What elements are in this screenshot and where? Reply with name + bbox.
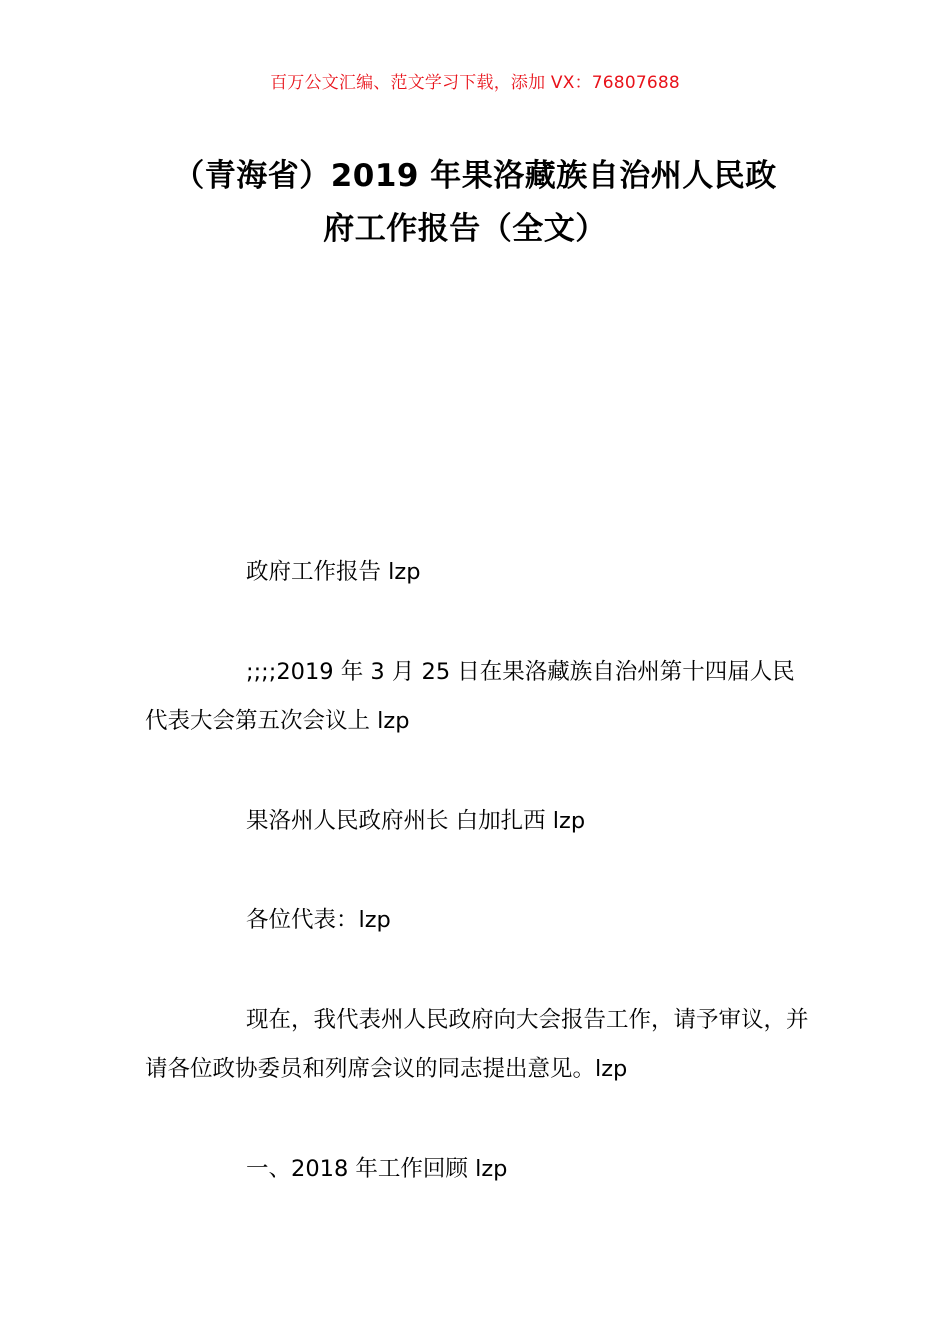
paragraph-report-name: 政府工作报告 lzp <box>246 559 421 585</box>
paragraph-meeting-date: ;;;;2019 年 3 月 25 日在果洛藏族自治州第十四届人民代表大会第五次会议上 lzp <box>145 659 795 734</box>
document-title-line-1: （青海省）2019 年果洛藏族自治州人民政 <box>173 158 777 194</box>
header-watermark: 百万公文汇编、范文学习下载，添加 VX：76807688 <box>270 73 680 93</box>
document-title-line-2: 府工作报告（全文） <box>323 211 607 247</box>
paragraph-salutation: 各位代表：lzp <box>246 907 391 933</box>
paragraph-opening: 现在，我代表州人民政府向大会报告工作，请予审议，并请各位政协委员和列席会议的同志提出意见。lzp <box>145 1007 809 1082</box>
paragraph-speaker: 果洛州人民政府州长 白加扎西 lzp <box>246 808 586 834</box>
section-heading-review: 一、2018 年工作回顾 lzp <box>246 1156 508 1182</box>
